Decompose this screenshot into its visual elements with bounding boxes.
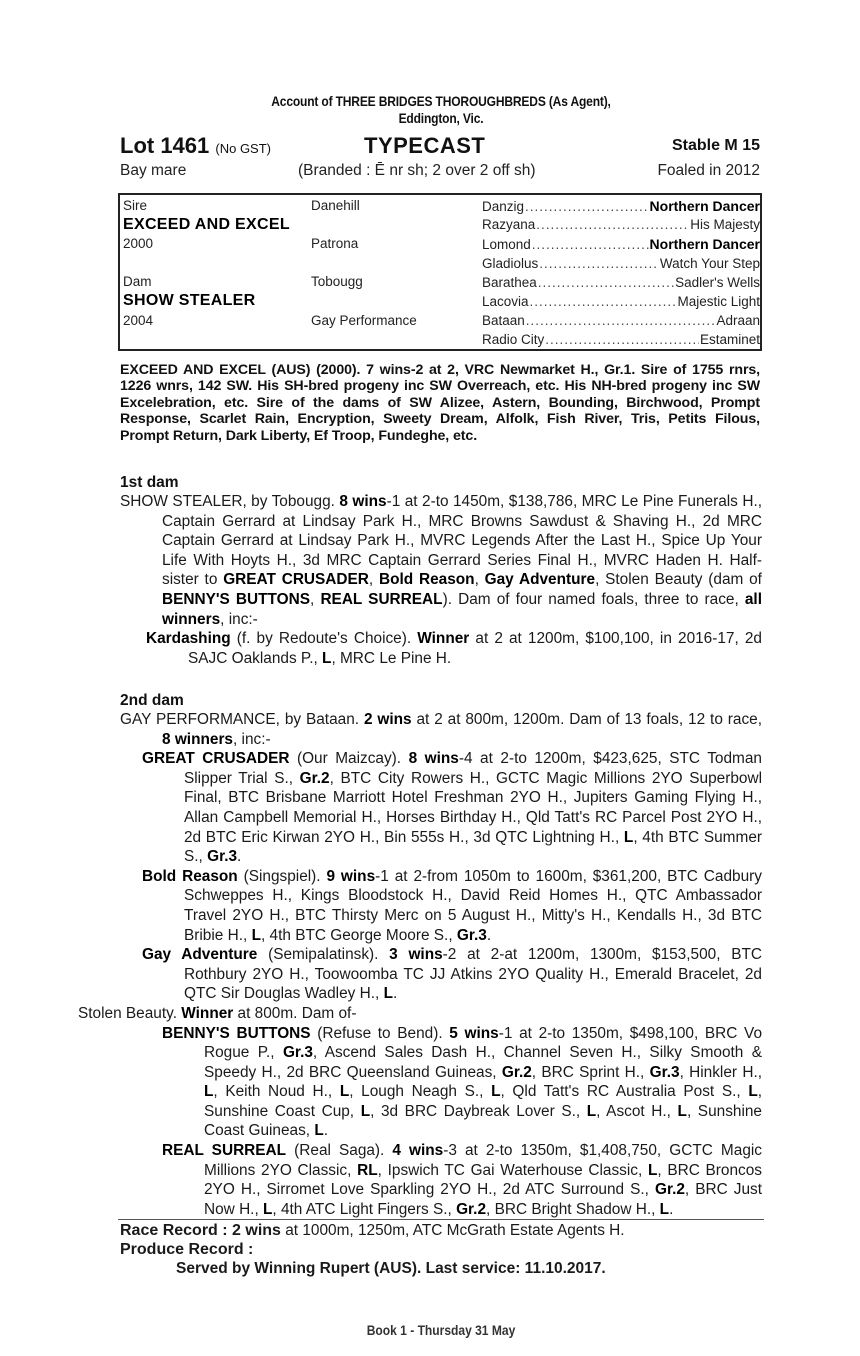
ancestor-name: Bataan	[482, 313, 525, 329]
bold-run: L	[251, 926, 261, 944]
text-run: (Singspiel).	[237, 867, 327, 885]
race-record	[120, 1221, 762, 1240]
text-run: .	[486, 926, 492, 944]
vendor-line-2: Eddington, Vic.	[398, 110, 484, 126]
bold-run: Bold Reason	[379, 571, 475, 589]
dam-sire: Tobougg	[311, 274, 363, 289]
bold-run: L	[677, 1102, 687, 1120]
text-run: , Sunshine Coast Cup,	[204, 1083, 762, 1120]
text-run: ,	[310, 590, 321, 608]
bold-run: REAL SURREAL	[320, 590, 443, 608]
first-dam-text	[120, 492, 762, 629]
stable-number: Stable M 15	[671, 137, 760, 154]
first-dam-heading: 1st dam	[120, 474, 179, 491]
text-run: (Real Saga).	[286, 1142, 393, 1160]
pedigree-ancestor-row	[482, 313, 760, 332]
ancestor-name: Barathea	[482, 274, 537, 290]
sex-colour: Bay mare	[120, 162, 187, 179]
text-run: , BRC Just Now H.,	[204, 1181, 762, 1218]
bold-run: L	[491, 1083, 501, 1101]
bold-run: L	[383, 985, 393, 1003]
text-run: GAY PERFORMANCE, by Bataan.	[120, 711, 364, 728]
text-run: .	[237, 848, 242, 866]
leader-dots	[545, 332, 699, 347]
bold-run: Kardashing	[146, 630, 231, 648]
bold-run: 8 wins	[339, 493, 387, 510]
text-run: SHOW STEALER, by Tobougg.	[120, 493, 340, 510]
second-dam-text	[120, 710, 762, 749]
page-footer: Book 1 - Thursday 31 May	[366, 1322, 516, 1338]
bold-run: Gr.2	[654, 1181, 685, 1199]
lot-header	[118, 133, 764, 161]
pedigree-ancestor-row	[482, 217, 760, 236]
bold-run: all winners	[162, 590, 762, 628]
leader-dots	[538, 275, 674, 290]
bold-run: L	[586, 1102, 597, 1120]
text-run: , Sunshine Coast Guineas,	[204, 1102, 762, 1140]
ancestor-name: Lomond	[482, 237, 531, 253]
text-run: , Keith Noud H.,	[213, 1083, 340, 1101]
horse-details	[118, 162, 764, 182]
text-run: , 3d BRC Daybreak Lover S.,	[370, 1102, 587, 1120]
brand-description: (Branded : Ē nr sh; 2 over 2 off sh)	[298, 162, 536, 179]
sire-label: Sire	[123, 198, 148, 213]
leader-dots	[526, 313, 716, 328]
service-note: Served by Winning Rupert (AUS). Last service: 11.10.2017.	[176, 1260, 606, 1277]
text-run: at 2 at 1200m, $100,100, in 2016-17, 2d SAJC Oaklands P.,	[188, 630, 762, 667]
text-run: -1 at 2-to 1350m, $498,100, BRC Vo Rogue P.,	[204, 1024, 763, 1062]
bold-run: Winner	[181, 1004, 234, 1022]
race-record-label: Race Record : 2 wins	[120, 1222, 281, 1239]
ancestor-sire-name: Adraan	[716, 313, 760, 329]
ancestor-name: Razyana	[482, 217, 536, 233]
bold-run: Gr.3	[207, 848, 238, 866]
text-run: ). Dam of four named foals, three to race,	[442, 590, 745, 608]
text-run: , inc:-	[220, 610, 258, 628]
text-run: at 2 at 800m, 1200m. Dam of 13 foals, 12 to race,	[411, 711, 762, 728]
progeny-entry	[142, 867, 762, 945]
second-dam-block	[78, 710, 763, 1219]
sire-name: EXCEED AND EXCEL	[123, 216, 290, 233]
bold-run: 9 wins	[326, 867, 376, 885]
grand-progeny-entry	[162, 1024, 762, 1142]
leader-dots	[536, 217, 689, 232]
text-run: , BTC City Rowers H., GCTC Magic Millions 2YO Superbowl Final, BTC Brisbane Marriott Hotel Freshman 2YO H., Jupiters Gaming Flying H., Allan Campbell Memorial H., Horses Birthday H., Qld Tatt's RC Parcel Post 2YO H., 2d BTC Eric Kirwan 2YO H., Bin 555s H., 3d QTC Lightning H.,	[184, 769, 762, 846]
bold-run: Gr.3	[282, 1044, 313, 1062]
bold-run: 2 wins	[363, 711, 412, 728]
bold-run: Bold Reason	[142, 867, 238, 885]
leader-dots	[539, 256, 659, 271]
text-run: -2 at 2-at 1200m, 1300m, $153,500, BTC Rothbury 2YO H., Toowoomba TC JJ Atkins 2YO Quality H., Emerald Bracelet, 2d QTC Sir Douglas Wadley H.,	[184, 946, 762, 1003]
bold-run: L	[360, 1102, 371, 1120]
text-run: ,	[474, 571, 485, 589]
sire-sire: Danehill	[311, 198, 360, 213]
text-run: , BRC Sprint H.,	[531, 1063, 650, 1081]
text-run: ,	[368, 571, 379, 589]
text-run: (Semipalatinsk).	[257, 946, 390, 964]
text-run: .	[392, 985, 398, 1003]
dam-dam: Gay Performance	[311, 313, 417, 328]
first-dam-progeny	[120, 629, 762, 668]
bold-run: Gay Adventure	[142, 946, 258, 964]
race-record-text: at 1000m, 1250m, ATC McGrath Estate Agents H.	[280, 1222, 625, 1239]
progeny-entry	[142, 749, 762, 867]
text-run: , Ipswich TC Gai Waterhouse Classic,	[377, 1161, 648, 1179]
lot-number	[120, 133, 271, 159]
progeny-entry	[146, 629, 762, 668]
bold-run: L	[647, 1161, 658, 1179]
bold-run: L	[623, 828, 634, 846]
sire-summary: EXCEED AND EXCEL (AUS) (2000). 7 wins-2 at 2, VRC Newmarket H., Gr.1. Sire of 1755 rnrs, 1226 wnrs, 142 SW. His SH-bred progeny inc SW Overreach, etc. His NH-bred progeny inc SW Excelebration, etc. Sire of the dams of SW Alizee, Astern, Bounding, Birchwood, Prompt Response, Scarlet Rain, Encryption, Sweety Dream, Alfolk, Fish River, Tris, Petits Filous, Prompt Return, Dark Liberty, Ef Troop, Fundeghe, etc.	[120, 362, 760, 444]
ancestor-name: Lacovia	[482, 294, 529, 309]
pedigree-ancestor-row	[482, 256, 760, 275]
pedigree-ancestor-row	[482, 236, 760, 255]
pedigree-ancestor-row	[482, 275, 760, 294]
grand-progeny-entry	[162, 1141, 762, 1219]
text-run: , Ascot H.,	[596, 1102, 678, 1120]
text-run: (f. by Redoute's Choice).	[230, 630, 418, 648]
text-run: , Qld Tatt's RC Australia Post S.,	[500, 1083, 749, 1101]
text-run: -4 at 2-to 1200m, $423,625, STC Todman Slipper Trial S.,	[184, 750, 762, 787]
gst-note: (No GST)	[215, 141, 272, 156]
foaled-year: Foaled in 2012	[657, 162, 760, 179]
bold-run: GREAT CRUSADER	[223, 571, 369, 589]
divider	[118, 1219, 764, 1220]
bold-run: GREAT CRUSADER	[142, 750, 290, 768]
second-dam-progeny	[120, 749, 762, 1004]
text-run: (Refuse to Bend).	[310, 1024, 450, 1042]
ancestor-sire-name: Sadler's Wells	[675, 274, 760, 290]
ancestor-name: Radio City	[482, 332, 545, 348]
stolen-beauty-text	[78, 1004, 762, 1024]
bold-run: Gr.2	[501, 1063, 532, 1081]
bold-run: BENNY'S BUTTONS	[162, 1024, 311, 1042]
bold-run: Gr.3	[456, 926, 487, 944]
bold-run: L	[263, 1200, 273, 1218]
sire-dam: Patrona	[311, 236, 359, 251]
text-run: , BRC Broncos 2YO H., Sirromet Love Sparkling 2YO H., 2d ATC Surround S.,	[204, 1161, 762, 1199]
bold-run: Gr.3	[649, 1063, 680, 1081]
bold-run: Gr.2	[299, 769, 330, 787]
pedigree-table	[118, 193, 762, 351]
bold-run: REAL SURREAL	[162, 1142, 287, 1160]
ancestor-sire-name: Estaminet	[699, 332, 760, 348]
second-dam-heading: 2nd dam	[120, 692, 184, 709]
sire-year: 2000	[123, 236, 154, 251]
ancestor-sire-name: Majestic Light	[677, 294, 760, 309]
dam-year: 2004	[123, 313, 154, 328]
bold-run: RL	[357, 1161, 378, 1179]
ancestor-name: Gladiolus	[482, 255, 539, 271]
first-dam-block	[120, 492, 762, 668]
bold-run: L	[339, 1083, 350, 1101]
pedigree-ancestor-row	[482, 198, 760, 217]
bold-run: 5 wins	[449, 1024, 499, 1042]
ancestor-sire-name: Northern Dancer	[649, 236, 760, 253]
pedigree-ancestor-row	[482, 294, 760, 313]
bold-run: 8 wins	[408, 750, 459, 768]
bold-run: L	[204, 1083, 214, 1101]
progeny-entry	[142, 945, 762, 1004]
grand-progeny	[120, 1024, 762, 1220]
text-run: , inc:-	[233, 730, 271, 748]
bold-run: L	[748, 1083, 758, 1101]
vendor-line-1: Account of THREE BRIDGES THOROUGHBREDS (As Agent),	[271, 93, 611, 109]
text-run: Stolen Beauty.	[78, 1004, 182, 1022]
ancestor-name: Danzig	[482, 199, 525, 214]
dam-name: SHOW STEALER	[123, 292, 256, 309]
ancestor-sire-name: Northern Dancer	[649, 198, 760, 214]
lot-label: Lot 1461	[120, 133, 210, 158]
text-run: (Our Maizcay).	[289, 750, 409, 768]
leader-dots	[525, 199, 649, 214]
bold-run: Winner	[417, 630, 470, 648]
leader-dots	[530, 294, 677, 309]
text-run: , 4th BTC Summer S.,	[184, 828, 763, 866]
pedigree-ancestor-row	[482, 332, 760, 351]
bold-run: Gay Adventure	[484, 571, 596, 589]
text-run: , Stolen Beauty (dam of	[595, 571, 762, 589]
text-run: , Hinkler H.,	[679, 1063, 762, 1081]
text-run: at 800m. Dam of-	[233, 1004, 357, 1022]
bold-run: 4 wins	[392, 1142, 444, 1160]
bold-run: 3 wins	[389, 946, 443, 964]
dam-label: Dam	[123, 274, 152, 289]
text-run: -1 at 2-to 1450m, $138,786, MRC Le Pine Funerals H., Captain Gerrard at Lindsay Park H., MRC Browns Sawdust & Shaving H., 2d MRC Captain Gerrard at Lindsay Park H., MVRC Legends After the Last H., Spice Up Your Life With Hoyts H., 3d MRC Captain Gerrard Series Final H., MVRC Haden H. Half-sister to	[162, 493, 762, 589]
text-run: -3 at 2-to 1350m, $1,408,750, GCTC Magic Millions 2YO Classic,	[204, 1142, 762, 1179]
text-run: , Lough Neagh S.,	[349, 1083, 492, 1101]
horse-name: TYPECAST	[364, 133, 486, 158]
bold-run: L	[322, 649, 332, 667]
bold-run: L	[659, 1200, 670, 1218]
text-run: -1 at 2-from 1050m to 1600m, $361,200, BTC Cadbury Schweppes H., Kings Bloodstock H., David Reid Homes H., QTC Ambassador Travel 2YO H., BTC Thirsty Merc on 5 August H., Mitty's H., Kendalls H., 3d BTC Bribie H.,	[184, 867, 762, 944]
text-run: .	[323, 1122, 329, 1140]
bold-run: Gr.2	[456, 1200, 487, 1218]
ancestor-sire-name: His Majesty	[690, 217, 760, 233]
text-run: , MRC Le Pine H.	[331, 649, 452, 667]
vendor-account	[163, 93, 719, 127]
bold-run: 8 winners	[162, 730, 233, 748]
text-run: , 4th BTC George Moore S.,	[260, 926, 457, 944]
text-run: .	[669, 1200, 674, 1218]
text-run: , Ascend Sales Dash H., Channel Seven H., Silky Smooth & Speedy H., 2d BRC Queensland Guineas,	[204, 1044, 762, 1081]
ancestor-sire-name: Watch Your Step	[659, 255, 760, 271]
text-run: , BRC Bright Shadow H.,	[486, 1200, 660, 1218]
text-run: , 4th ATC Light Fingers S.,	[272, 1200, 457, 1218]
produce-record-label: Produce Record :	[120, 1241, 254, 1258]
bold-run: L	[314, 1122, 324, 1140]
bold-run: BENNY'S BUTTONS	[162, 590, 311, 608]
leader-dots	[532, 237, 649, 252]
